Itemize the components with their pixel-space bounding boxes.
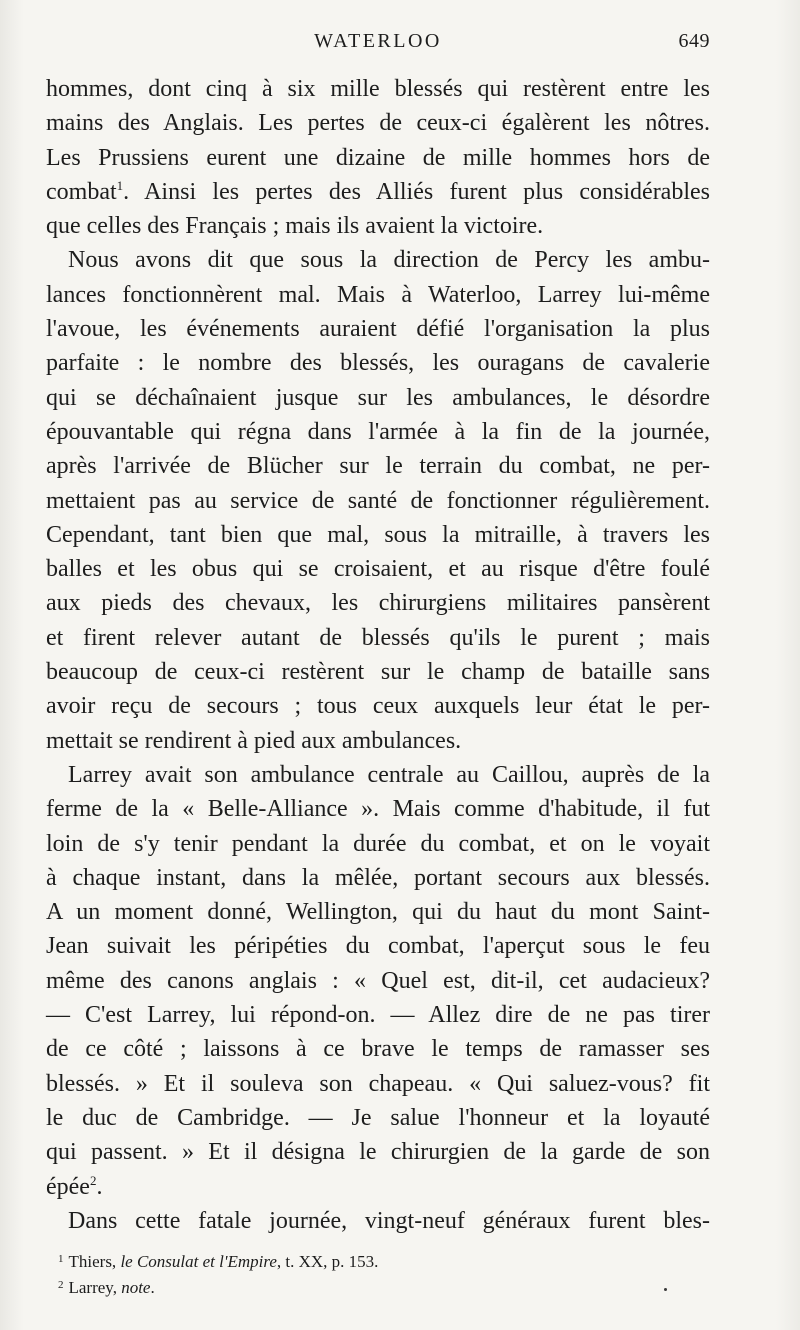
running-title: WATERLOO [314, 30, 442, 52]
text-line: Cependant, tant bien que mal, sous la mitraille, à travers les [46, 521, 710, 548]
footnote-marker: 2 [58, 1279, 64, 1291]
text-line: beaucoup de ceux-ci restèrent sur le champ de bataille sans [46, 659, 710, 686]
text-line: mettait se rendirent à pied aux ambulances. [46, 727, 462, 754]
italic-text: le Consulat et l'Empire [120, 1252, 277, 1271]
text-line: hommes, dont cinq à six mille blessés qui restèrent entre les [46, 76, 710, 102]
text-line: aux pieds des chevaux, les chirurgiens militaires pansèrent [46, 590, 710, 617]
footnote [58, 1250, 698, 1276]
text-line: l'avoue, les événements auraient défié l'organisation la plus [46, 316, 710, 343]
text-line: parfaite : le nombre des blessés, les ouragans de cavalerie [46, 350, 710, 377]
text-line: Larrey avait son ambulance centrale au Caillou, auprès de la [68, 761, 710, 788]
text-line: blessés. » Et il souleva son chapeau. « Qui saluez-vous? fit [46, 1070, 710, 1097]
footnote-marker: 1 [58, 1253, 64, 1265]
italic-text: note [121, 1278, 151, 1297]
text-line: qui passent. » Et il désigna le chirurgien de la garde de son [46, 1139, 710, 1166]
text-line: A un moment donné, Wellington, qui du haut du mont Saint- [46, 899, 710, 926]
text-line: balles et les obus qui se croisaient, et au risque d'être foulé [46, 556, 710, 583]
footnote-reference: 1 [116, 177, 124, 193]
text-line: Dans cette fatale journée, vingt-neuf généraux furent bles- [68, 1207, 710, 1234]
text-line: même des canons anglais : « Quel est, dit-il, cet audacieux? [46, 967, 710, 994]
footnote-text: Thiers, le Consulat et l'Empire, t. XX, p. 153. [68, 1252, 379, 1271]
text-line: après l'arrivée de Blücher sur le terrain du combat, ne per- [46, 453, 710, 480]
text-line: le duc de Cambridge. — Je salue l'honneur et la loyauté [46, 1104, 710, 1131]
text-line: combat$^1$. Ainsi les pertes des Alliés furent plus considérables [46, 177, 710, 205]
footnotes [58, 1250, 698, 1302]
body-text [46, 72, 710, 1238]
footnote [58, 1276, 698, 1302]
text-line: de ce côté ; laissons à ce brave le temps de ramasser ses [46, 1036, 710, 1063]
text-line: que celles des Français ; mais ils avaient la victoire. [46, 213, 544, 240]
text-line: Les Prussiens eurent une dizaine de mille hommes hors de [46, 144, 710, 171]
text-line: lances fonctionnèrent mal. Mais à Waterloo, Larrey lui-même [46, 281, 710, 308]
text-line: Nous avons dit que sous la direction de Percy les ambu- [68, 247, 710, 274]
page-number: 649 [678, 30, 710, 52]
running-head [46, 30, 710, 60]
print-speck [664, 1288, 667, 1291]
text-line: ferme de la « Belle-Alliance ». Mais comme d'habitude, il fut [46, 796, 710, 823]
text-line: Jean suivait les péripéties du combat, l'aperçut sous le feu [46, 933, 710, 960]
footnote-text: Larrey, note. [68, 1278, 155, 1297]
text-line: qui se déchaînaient jusque sur les ambulances, le désordre [46, 384, 710, 411]
text-line: — C'est Larrey, lui répond-on. — Allez dire de ne pas tirer [46, 1002, 710, 1029]
text-line: et firent relever autant de blessés qu'ils le purent ; mais [46, 624, 710, 651]
footnote-reference: 2 [89, 1172, 97, 1188]
text-line: avoir reçu de secours ; tous ceux auxquels leur état le per- [46, 693, 710, 720]
text-line: à chaque instant, dans la mêlée, portant secours aux blessés. [46, 864, 710, 891]
text-line: mettaient pas au service de santé de fonctionner régulièrement. [46, 487, 710, 514]
text-line: épée$^2$. [46, 1172, 103, 1200]
text-line: loin de s'y tenir pendant la durée du combat, et on le voyait [46, 830, 710, 857]
text-line: mains des Anglais. Les pertes de ceux-ci égalèrent les nôtres. [46, 110, 710, 137]
text-line: épouvantable qui régna dans l'armée à la fin de la journée, [46, 418, 710, 445]
